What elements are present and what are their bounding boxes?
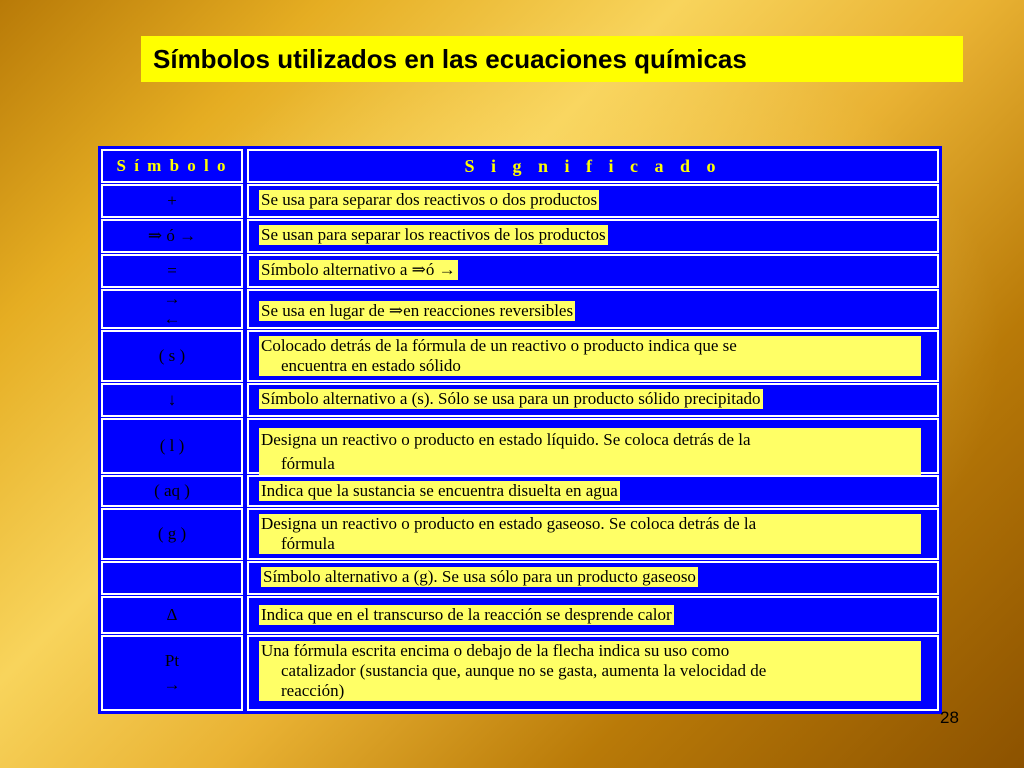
meaning-cell	[247, 418, 939, 474]
meaning-cell	[247, 254, 939, 288]
table-row	[101, 330, 939, 382]
meaning-cell	[247, 184, 939, 218]
right-arrow-icon: →	[163, 289, 181, 308]
symbol-cell: ⇒ ó →	[101, 219, 243, 253]
table-row	[101, 635, 939, 711]
table-row	[101, 383, 939, 417]
meaning-cell	[247, 635, 939, 711]
symbol-cell: Pt →	[101, 635, 243, 711]
meaning-cell	[247, 596, 939, 634]
slide-title: Símbolos utilizados en las ecuaciones químicas	[141, 36, 963, 82]
meaning-text: Colocado detrás de la fórmula de un reactivo o producto indica que se encuentra en estado sólido	[259, 336, 921, 376]
down-arrow-icon: ↓	[167, 390, 177, 409]
meaning-text: Una fórmula escrita encima o debajo de la flecha indica su uso como catalizador (sustancia que, aunque no se gasta, aumenta la velocidad de reacción)	[259, 641, 921, 701]
table-row	[101, 289, 939, 329]
left-arrow-icon: ←	[163, 309, 181, 328]
page-number: 28	[940, 708, 959, 727]
table-row	[101, 418, 939, 474]
meaning-cell	[247, 219, 939, 253]
symbol-cell	[101, 561, 243, 595]
symbol-cell: ( aq )	[101, 475, 243, 507]
meaning-cell	[247, 561, 939, 595]
symbol-cell	[101, 596, 243, 634]
meaning-text: Se usa en lugar de ⇒en reacciones reversibles	[261, 301, 574, 320]
meaning-text: Indica que en el transcurso de la reacción se desprende calor	[261, 605, 672, 624]
table-row	[101, 561, 939, 595]
table-row	[101, 254, 939, 288]
symbol-cell	[101, 383, 243, 417]
meaning-text: Símbolo alternativo a ⇒ó →	[261, 260, 456, 279]
meaning-text: Se usan para separar los reactivos de los productos	[261, 225, 606, 244]
symbol-cell: +	[101, 184, 243, 218]
delta-icon: Δ	[166, 605, 178, 624]
symbol-cell: ( g )	[101, 508, 243, 560]
table-header-row	[101, 149, 939, 183]
meaning-text: Indica que la sustancia se encuentra disuelta en agua	[261, 481, 618, 500]
meaning-text: Símbolo alternativo a (g). Se usa sólo para un producto gaseoso	[263, 567, 696, 586]
meaning-cell	[247, 508, 939, 560]
header-meaning: S i g n i f i c a d o	[247, 149, 939, 183]
header-symbol: S í m b o l o	[101, 149, 243, 183]
symbol-cell: =	[101, 254, 243, 288]
meaning-text: Se usa para separar dos reactivos o dos productos	[261, 190, 598, 209]
symbol-cell: ( s )	[101, 330, 243, 382]
meaning-text: Designa un reactivo o producto en estado gaseoso. Se coloca detrás de la fórmula	[259, 514, 921, 554]
table-row	[101, 475, 939, 507]
meaning-text: Símbolo alternativo a (s). Sólo se usa para un producto sólido precipitado	[261, 389, 761, 408]
meaning-text: Designa un reactivo o producto en estado líquido. Se coloca detrás de la fórmula	[259, 428, 921, 476]
meaning-cell	[247, 289, 939, 329]
meaning-cell	[247, 475, 939, 507]
table-row	[101, 184, 939, 218]
table-row	[101, 508, 939, 560]
symbol-cell: ( l )	[101, 418, 243, 474]
table-row	[101, 596, 939, 634]
right-arrow-icon: →	[163, 675, 181, 694]
meaning-cell	[247, 330, 939, 382]
meaning-cell	[247, 383, 939, 417]
symbols-table	[98, 146, 942, 714]
table-row	[101, 219, 939, 253]
symbol-cell	[101, 289, 243, 329]
